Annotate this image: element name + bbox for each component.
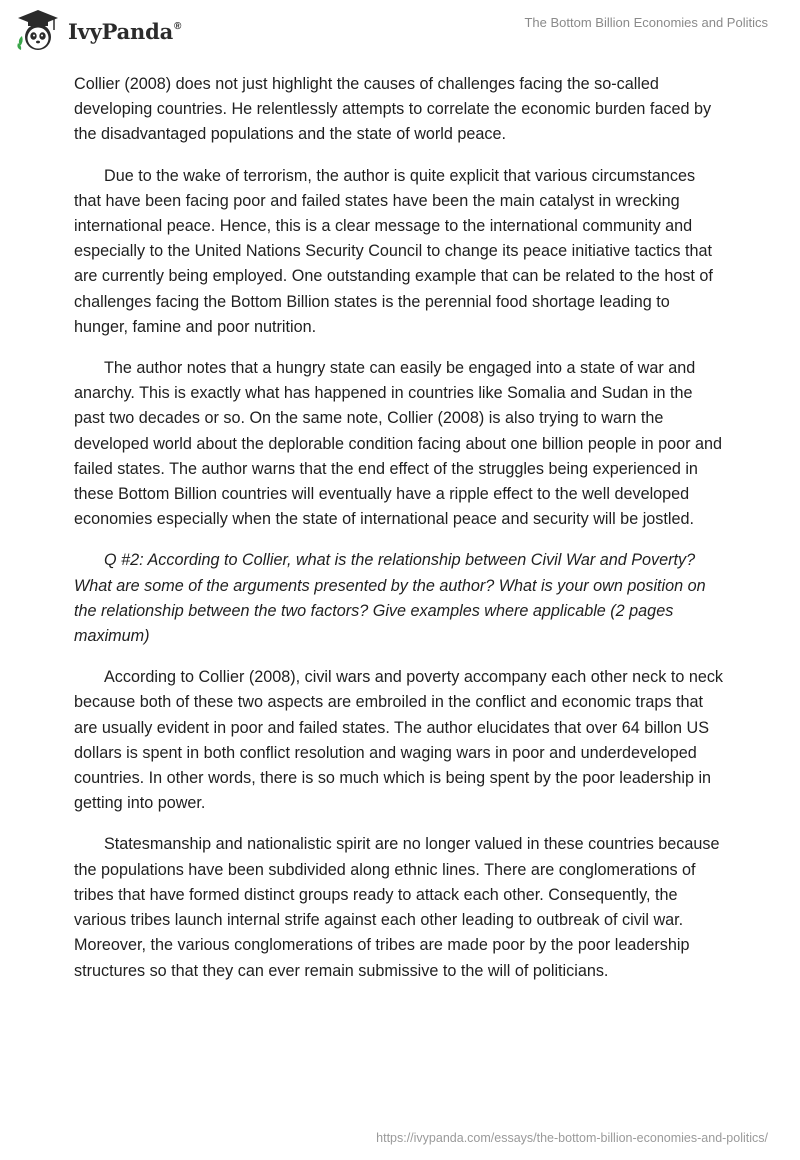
paragraph: Due to the wake of terrorism, the author is quite explicit that various circumstances that have been facing poor and failed states have been the main catalyst in wrecking international peace. Hence, this is a clear message to the international community and especially to the United Nations Security Council to change its peace initiative tactics that are currently being employed. One outstanding example that can be related to the host of challenges facing the Bottom Billion states is the perennial food shortage leading to hunger, famine and poor nutrition. (74, 166, 713, 336)
ivypanda-logo[interactable] (14, 6, 181, 54)
paragraph: Statesmanship and nationalistic spirit are no longer valued in these countries because the populations have been subdivided along ethnic lines. There are conglomerations of tribes that have formed distinct groups ready to attack each other. Consequently, the various tribes launch internal strife against each other leading to outbreak of civil war. Moreover, the various conglomerations of tribes are made poor by the poor leadership structures so that they can ever remain submissive to the will of politicians. (74, 835, 720, 980)
page-header (0, 0, 800, 64)
logo-name: IvyPanda (68, 18, 174, 44)
document-title: The Bottom Billion Economies and Politics (524, 15, 768, 30)
paragraph: The author notes that a hungry state can easily be engaged into a state of war and anarchy. This is exactly what has happened in countries like Somalia and Sudan in the past two decades or so. On the same note, Collier (2008) is also trying to warn the developed world about the deplorable condition facing about one billion people in poor and failed states. The author warns that the end effect of the struggles being experienced in these Bottom Billion countries will eventually have a ripple effect to the well developed economies especially when the state of international peace and security will be jostled. (74, 359, 722, 529)
logo-wordmark (68, 19, 181, 44)
essay-body (74, 72, 726, 1000)
paragraph: According to Collier (2008), civil wars and poverty accompany each other neck to neck because both of these two aspects are embroiled in the conflict and economic traps that are usually evident in poor and failed states. The author elucidates that over 64 billon US dollars is spent in both conflict resolution and waging wars in poor and underdeveloped countries. In other words, there is so much which is being spent by the poor leadership in getting into power. (74, 668, 724, 813)
panda-graduate-icon (14, 6, 62, 54)
question-heading: Q #2: According to Collier, what is the relationship between Civil War and Poverty? What are some of the arguments presented by the author? What is your own position on the relationship between the two factors? Give examples where applicable (2 pages maximum) (74, 551, 706, 646)
source-url[interactable]: https://ivypanda.com/essays/the-bottom-billion-economies-and-politics/ (376, 1131, 768, 1145)
registered-mark: ® (174, 20, 182, 32)
paragraph: Collier (2008) does not just highlight the causes of challenges facing the so-called developing countries. He relentlessly attempts to correlate the economic burden faced by the disadvantaged populations and the state of world peace. (74, 75, 712, 144)
